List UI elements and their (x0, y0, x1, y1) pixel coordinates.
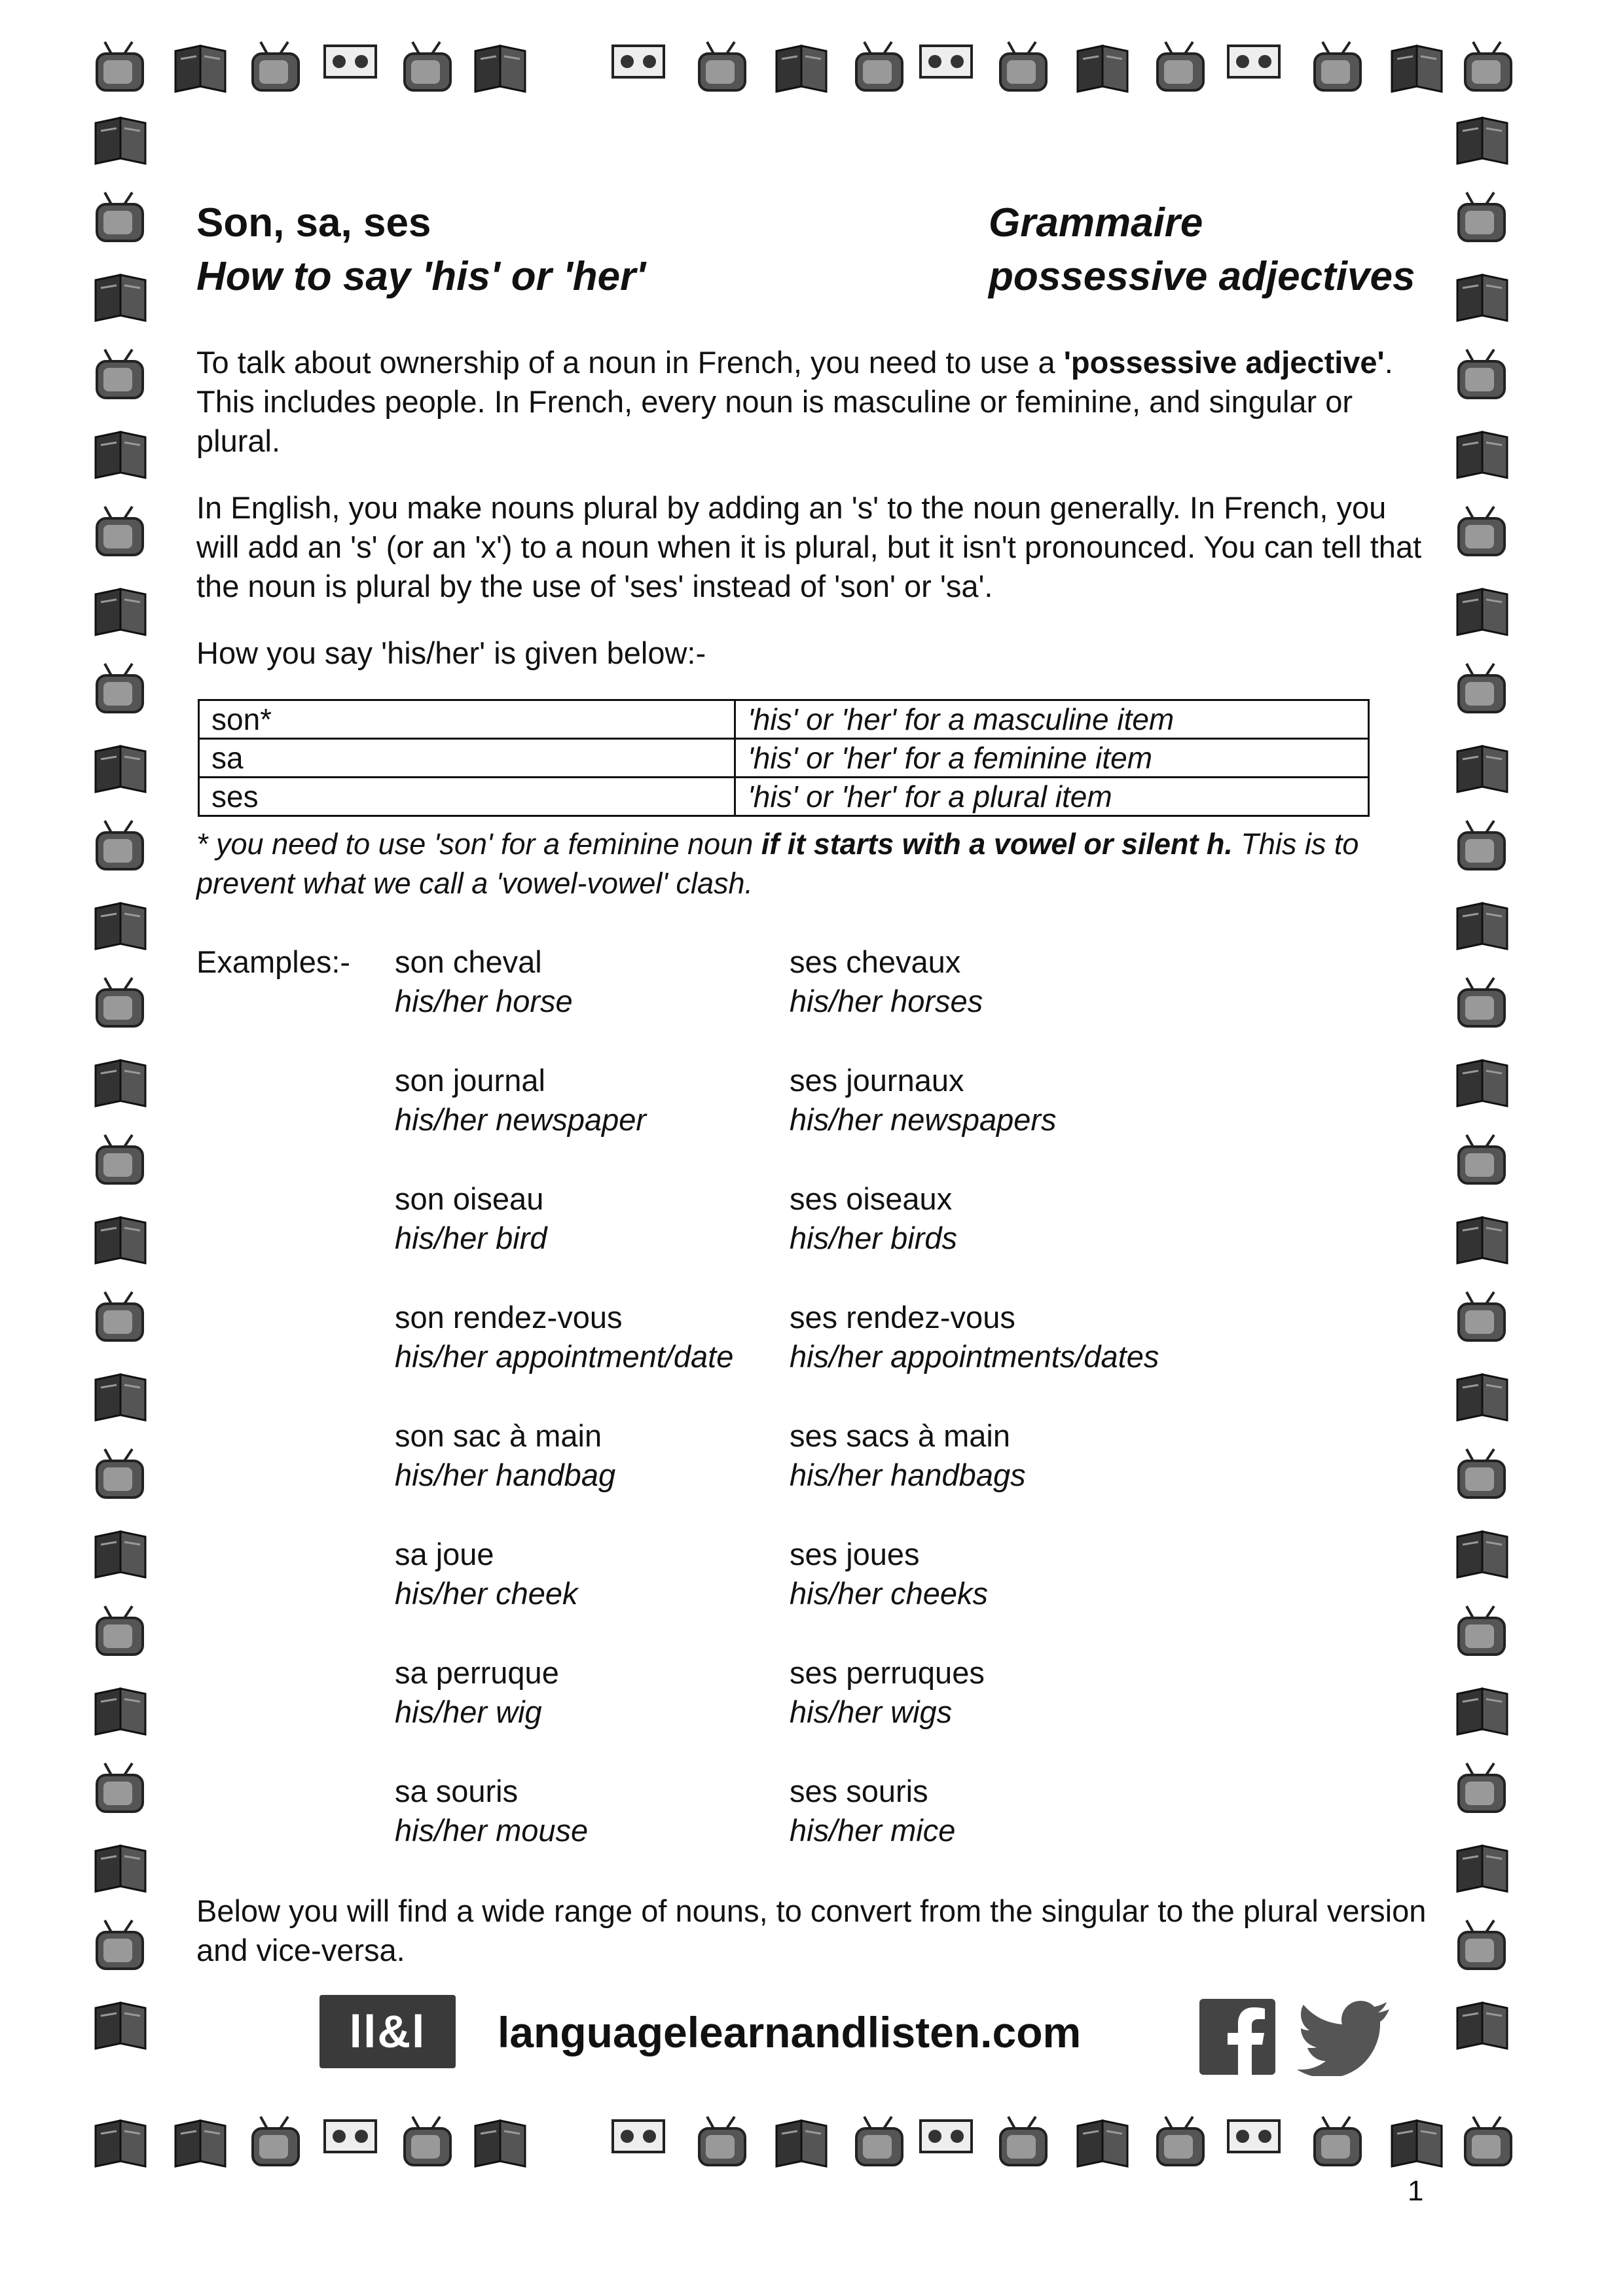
example-word: son journal (395, 1063, 545, 1098)
examples-label: Examples:- (196, 944, 351, 979)
intro-p1-bold: 'possessive adjective' (1063, 345, 1385, 380)
topic-heading (989, 196, 1415, 304)
table-row (199, 739, 1369, 778)
example-word: ses journaux (790, 1063, 964, 1098)
example-plural (790, 1535, 988, 1613)
table-cell-meaning: 'his' or 'her' for a plural item (735, 778, 1369, 816)
example-translation: his/her wig (395, 1695, 542, 1729)
intro-paragraph-2: In English, you make nouns plural by adding an 's' to the noun generally. In French, you will add an 's' (or an 'x') to a noun when it is plural, but it isn't pronounced. You can tell that the noun is plural by the use of 'ses' instead of 'son' or 'sa'. (196, 490, 1422, 603)
example-word: ses sacs à main (790, 1418, 1010, 1453)
example-word: ses joues (790, 1537, 920, 1571)
intro-paragraph-3: How you say 'his/her' is given below:- (196, 636, 706, 670)
intro-p1-before: To talk about ownership of a noun in French, you need to use a (196, 345, 1064, 380)
example-word: sa perruque (395, 1655, 559, 1690)
footnote (196, 825, 1440, 903)
example-word: ses perruques (790, 1655, 985, 1690)
page-number: 1 (1408, 2175, 1424, 2207)
possessive-table (198, 699, 1370, 817)
example-translation: his/her mouse (395, 1813, 589, 1848)
example-word: sa souris (395, 1774, 519, 1808)
intro-p1-after: . This includes people. In French, every noun is masculine or feminine, and singular or plural. (196, 345, 1393, 458)
example-translation: his/her bird (395, 1221, 547, 1255)
footnote-before: * you need to use 'son' for a feminine noun (196, 827, 761, 861)
example-plural (790, 1772, 955, 1850)
example-translation: his/her cheek (395, 1576, 578, 1611)
footnote-bold: if it starts with a vowel or silent h. (761, 827, 1233, 861)
example-singular (395, 942, 573, 1021)
topic-line-1: Grammaire (989, 200, 1203, 245)
example-plural (790, 1416, 1026, 1495)
example-translation: his/her horse (395, 984, 573, 1018)
example-plural (790, 1653, 985, 1732)
table-row (199, 778, 1369, 816)
example-singular (395, 1061, 646, 1139)
footnote-after: This is to prevent what we call a 'vowel-vowel' clash. (196, 827, 1359, 900)
facebook-icon[interactable] (1198, 1998, 1277, 2076)
topic-line-2: possessive adjectives (989, 254, 1415, 299)
example-translation: his/her handbag (395, 1458, 616, 1492)
example-word: ses oiseaux (790, 1181, 953, 1216)
example-plural (790, 1298, 1159, 1376)
example-singular (395, 1772, 588, 1850)
closing-paragraph: Below you will find a wide range of nouns, to convert from the singular to the plural version and vice-versa. (196, 1893, 1427, 1967)
example-word: son cheval (395, 944, 542, 979)
example-word: ses rendez-vous (790, 1300, 1015, 1335)
table-cell-word: son* (199, 700, 735, 739)
example-translation: his/her appointments/dates (790, 1339, 1159, 1374)
example-translation: his/her wigs (790, 1695, 953, 1729)
title-line-1: Son, sa, ses (196, 200, 431, 245)
example-translation: his/her cheeks (790, 1576, 989, 1611)
brand-logo[interactable]: ll&l (319, 1995, 456, 2068)
intro-paragraph-1 (196, 343, 1427, 461)
table-cell-word: sa (199, 739, 735, 778)
example-singular (395, 1179, 547, 1258)
example-translation: his/her handbags (790, 1458, 1026, 1492)
example-plural (790, 1179, 957, 1258)
example-singular (395, 1653, 559, 1732)
title-line-2: How to say 'his' or 'her' (196, 254, 646, 299)
example-plural (790, 1061, 1057, 1139)
example-singular (395, 1416, 615, 1495)
example-word: son sac à main (395, 1418, 602, 1453)
example-plural (790, 942, 983, 1021)
example-translation: his/her birds (790, 1221, 957, 1255)
table-cell-meaning: 'his' or 'her' for a masculine item (735, 700, 1369, 739)
example-singular (395, 1298, 733, 1376)
example-translation: his/her mice (790, 1813, 956, 1848)
example-word: ses souris (790, 1774, 928, 1808)
example-word: ses chevaux (790, 944, 961, 979)
example-translation: his/her appointment/date (395, 1339, 734, 1374)
example-word: son oiseau (395, 1181, 544, 1216)
example-translation: his/her horses (790, 984, 983, 1018)
example-translation: his/her newspapers (790, 1102, 1057, 1137)
table-row (199, 700, 1369, 739)
twitter-icon[interactable] (1294, 1998, 1392, 2076)
example-translation: his/her newspaper (395, 1102, 647, 1137)
example-singular (395, 1535, 578, 1613)
example-word: son rendez-vous (395, 1300, 623, 1335)
website-link[interactable]: languagelearnandlisten.com (498, 2008, 1082, 2056)
table-cell-word: ses (199, 778, 735, 816)
page-title (196, 196, 646, 304)
example-word: sa joue (395, 1537, 494, 1571)
table-cell-meaning: 'his' or 'her' for a feminine item (735, 739, 1369, 778)
